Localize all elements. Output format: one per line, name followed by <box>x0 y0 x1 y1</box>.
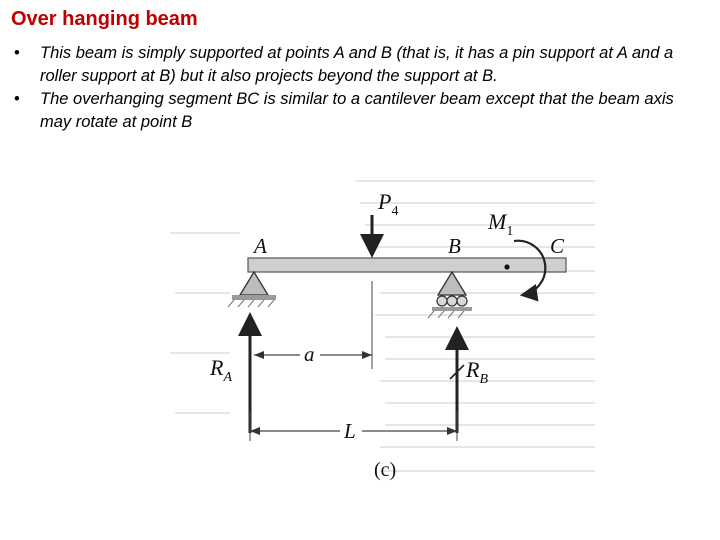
dimension-a-arrowhead <box>254 351 264 359</box>
bullet-text: The overhanging segment BC is similar to a cantilever beam except that the beam axis may rotate at point B <box>40 90 674 131</box>
scan-background-texture <box>170 181 595 471</box>
reaction-a-subscript: A <box>223 370 233 385</box>
svg-text:RB <box>465 357 488 387</box>
point-b-label: B <box>448 234 461 258</box>
moment-subscript: 1 <box>506 224 514 239</box>
reaction-b-label: R <box>466 357 480 382</box>
figure-caption: (c) <box>374 459 397 481</box>
bullet-item <box>14 42 704 88</box>
bullet-list <box>14 42 704 134</box>
load-label: P <box>378 189 392 214</box>
bullet-marker: • <box>14 90 20 108</box>
beam-diagram <box>170 173 600 488</box>
beam <box>248 258 566 272</box>
pin-support-a <box>228 272 276 307</box>
dimension-a-label: a <box>304 342 315 366</box>
moment-center-dot <box>504 264 509 269</box>
beam-figure <box>170 173 600 488</box>
bullet-item <box>14 88 704 134</box>
dimension-l-label: L <box>344 419 356 443</box>
roller-support-b <box>428 272 472 318</box>
moment-label: M <box>488 209 507 234</box>
bullet-text: This beam is simply supported at points A and B (that is, it has a pin support at A and a roller support at B) but it also projects beyond the support at B. <box>40 44 674 85</box>
reaction-b-subscript: B <box>479 372 489 387</box>
point-c-label: C <box>550 234 565 258</box>
svg-text:M1 <box>487 209 513 239</box>
point-a-label: A <box>254 234 267 258</box>
slide-title: Over hanging beam <box>11 8 198 30</box>
dimension-a-arrowhead <box>362 351 372 359</box>
svg-text:P4 <box>377 189 398 219</box>
bullet-marker: • <box>14 44 20 62</box>
reaction-a-label: R <box>210 355 224 380</box>
svg-text:RA <box>209 355 232 385</box>
load-subscript: 4 <box>391 204 399 219</box>
